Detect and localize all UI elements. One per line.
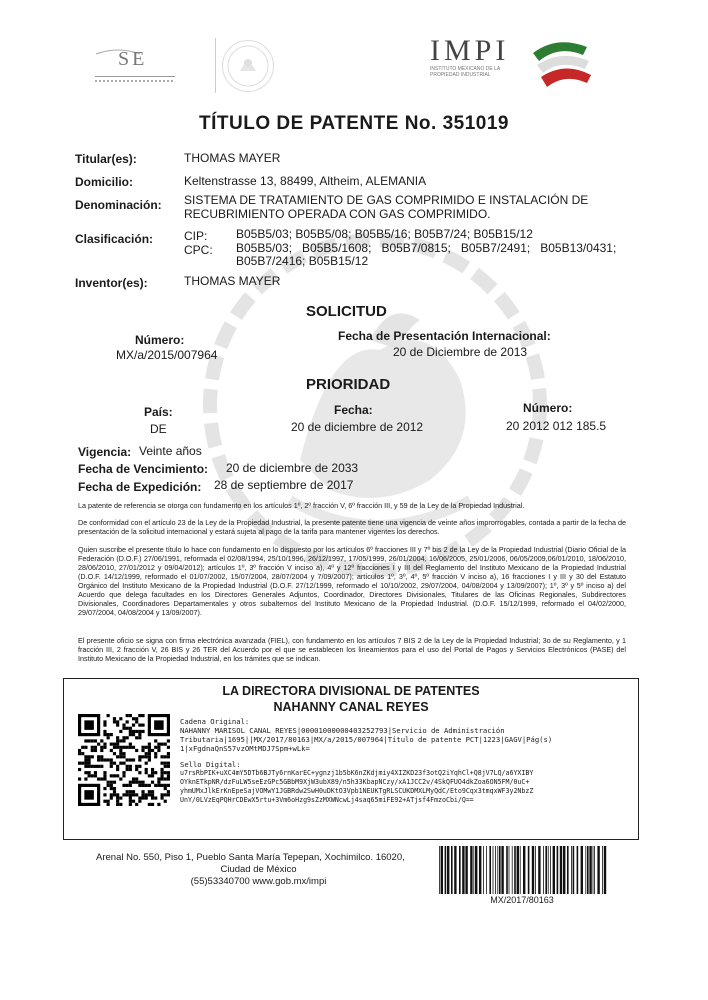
page-title: TÍTULO DE PATENTE No. 351019 [199,113,509,134]
denominacion-label: Denominación: [75,198,162,212]
qr-code-icon [78,714,170,806]
se-logo-text: SE [118,48,148,70]
cadena-label: Cadena Original: [180,717,250,726]
legal-paragraph-3: Quien suscribe el presente título lo hace con fundamento en lo dispuesto por los artículos 6º fracciones III y 7º bis 2 de la Ley de la Propiedad Industrial (Diario Oficial de la Federación (D.O.F.) 27/06/1991, reformada el 02/08/1994, 25/10/1996, 26/12/1997, 17/05/1999, 26/01/2004, 16/06/2005, 25/01/2006, 06/05/2009,06/01/2010, 18/06/2010, 28/06/2010, 27/01/2012 y 09/04/2012); artículos 1º, 3º fracción V inciso a), 4º y 12º fracciones I y III del Reglamento del Instituto Mexicano de la Propiedad Industrial (D.O.F. 14/12/1999, reformado el 01/07/2002, 15/07/2004, 28/07/2004 y 7/09/2007); artículos 1º, 3º, 4º, 5º fracción V inciso a), 16 fracciones I y III y 30 del Estatuto Orgánico del Instituto Mexicano de la Propiedad Industrial (D.O.F. 27/12/1999, reformado el 10/10/2002, 29/07/2004, 04/08/2004 y 13/09/2007); 1º, 3º y 5º inciso a) del Acuerdo que delega facultades en los Directores Generales Adjuntos, Coordinador, Directores Divisionales, Titulares de las Oficinas Regionales, Subdirectores Divisionales, Coordinadores Departamentales y otros subalternos del Instituto Mexicano de la Propiedad Industrial. (D.O.F. 15/12/1999, reformado el 04/02/2000, 29/07/2004, 04/08/2004 y 13/09/2007). [78,545,626,617]
sello-label: Sello Digital: [180,760,241,769]
sello-line-2: OYknETkpNR/dzFuLW5seEzGPc5GBbM9XjW3ubX89/n5h33KbapNCzy/xA1JCC2v/4SkQFUO4dkZoa6ON5FM/0uC+ [180,778,530,786]
impi-flag-icon [527,33,597,95]
footer-address-2: Ciudad de México [220,864,297,875]
sello-line-3: yhmUMxJlkErKnEpeSajVOMwY1JGBRdw2SwH0uDKtO3Vpb1NEUKTgRLSCUKDMXLMyQdC/Eto9Cqx3tmqxWF3y2NbzZ [180,787,534,795]
directora-name: NAHANNY CANAL REYES [273,700,429,714]
vigencia-value: Veinte años [139,444,202,458]
sello-line-1: u7rsRbPIK+uXC4mY5DTb6BJTy6rnKarEC+ygnzj1b5bK6nZKdjmiy4XIZKD23f3otQ2iYqhCl+Q8jV7LQ/a6YXIBY [180,769,534,777]
cpc-value-line1: B05B5/03; B05B5/1608; B05B7/0815; B05B7/2491; B05B13/0431; [236,241,617,255]
solicitud-numero-value: MX/a/2015/007964 [116,348,218,362]
sello-line-4: UnY/0LVzEqPQHrCDEwX5rtu+3Vm6oHzg9sZzMXWNcwLj4saq65miFE92+ATjsf4FmzoCbi/Q== [180,796,474,804]
legal-paragraph-1: La patente de referencia se otorga con fundamento en los artículos 1º, 2º fracción V, 6º fracción III, y 59 de la Ley de la Propiedad Industrial. [78,501,525,510]
footer-address-3: (55)53340700 www.gob.mx/impi [190,876,327,887]
prioridad-numero-value: 20 2012 012 185.5 [506,419,607,433]
expedicion-value: 28 de septiembre de 2017 [214,478,354,492]
footer-address-1: Arenal No. 550, Piso 1, Pueblo Santa María Tepepan, Xochimilco. 16020, [96,852,405,863]
solicitud-fecha-value: 20 de Diciembre de 2013 [393,345,528,359]
directora-title: LA DIRECTORA DIVISIONAL DE PATENTES [222,684,480,698]
impi-logo-subtitle: INSTITUTO MEXICANO DE LA PROPIEDAD INDUSTRIAL [430,66,500,78]
mexico-seal-icon [222,40,274,92]
titular-label: Titular(es): [75,152,137,166]
titular-value: THOMAS MAYER [184,151,281,165]
inventor-label: Inventor(es): [75,276,148,290]
cip-value: B05B5/03; B05B5/08; B05B5/16; B05B7/24; B05B15/12 [236,227,533,241]
denominacion-value-line2: RECUBRIMIENTO OPERADA CON GAS COMPRIMIDO. [184,207,491,221]
legal-paragraph-2: De conformidad con el artículo 23 de la Ley de la Propiedad Industrial, la presente patente tiene una vigencia de veinte años improrrogables, contada a partir de la fecha de presentación de la solicitud internacional y estará sujeta al pago de la tarifa para mantener vigentes los derechos. [78,518,626,536]
cip-label: CIP: [184,229,208,243]
prioridad-heading: PRIORIDAD [306,376,391,393]
legal-paragraph-4: El presente oficio se signa con firma electrónica avanzada (FIEL), con fundamento en los artículos 7 BIS 2 de la Ley de la Propiedad Industrial; 3o de su Reglamento, y 1 fracción III, 2 fracción V, 26 BIS y 26 TER del Acuerdo por el que se establecen los lineamientos para el uso del Portal de Pagos y Servicios Electrónicos (PASE) del Instituto Mexicano de la Propiedad Industrial, en los trámites que se indican. [78,636,626,663]
prioridad-fecha-value: 20 de diciembre de 2012 [291,420,424,434]
cpc-value-line2: B05B7/2416; B05B15/12 [236,254,369,268]
vencimiento-label: Fecha de Vencimiento: [78,462,209,476]
cadena-line-2: Tributaria|1695||MX/2017/80163|MX/a/2015/007964|Título de patente PCT|1223|GAGV|Pág(s) [180,735,553,744]
solicitud-numero-label: Número: [135,333,185,347]
header-divider [215,38,216,93]
barcode-text: MX/2017/80163 [490,895,554,905]
solicitud-fecha-label: Fecha de Presentación Internacional: [338,329,551,343]
cadena-line-3: 1|xFgdnaQnS57vzOMtMDJ7Spm+wLk= [180,744,310,753]
expedicion-label: Fecha de Expedición: [78,480,202,494]
denominacion-value-line1: SISTEMA DE TRATAMIENTO DE GAS COMPRIMIDO E INSTALACIÓN DE [184,193,589,207]
clasificacion-label: Clasificación: [75,232,154,246]
se-logo-subtext [95,80,175,82]
se-logo-graphic [88,44,208,92]
domicilio-value: Keltenstrasse 13, 88499, Altheim, ALEMANIA [184,174,427,188]
cpc-label: CPC: [184,243,213,257]
inventor-value: THOMAS MAYER [184,274,281,288]
se-logo-underline [95,76,175,77]
prioridad-pais-value: DE [150,422,167,436]
domicilio-label: Domicilio: [75,175,134,189]
cadena-line-1: NAHANNY MARISOL CANAL REYES|00001000000403252793|Servicio de Administración [180,726,505,735]
prioridad-numero-label: Número: [523,401,573,415]
vigencia-label: Vigencia: [78,445,132,459]
solicitud-heading: SOLICITUD [306,303,387,320]
prioridad-pais-label: País: [144,405,173,419]
impi-logo-text: IMPI [430,34,510,67]
prioridad-fecha-label: Fecha: [334,403,373,417]
vencimiento-value: 20 de diciembre de 2033 [226,461,359,475]
barcode-icon [437,846,607,894]
